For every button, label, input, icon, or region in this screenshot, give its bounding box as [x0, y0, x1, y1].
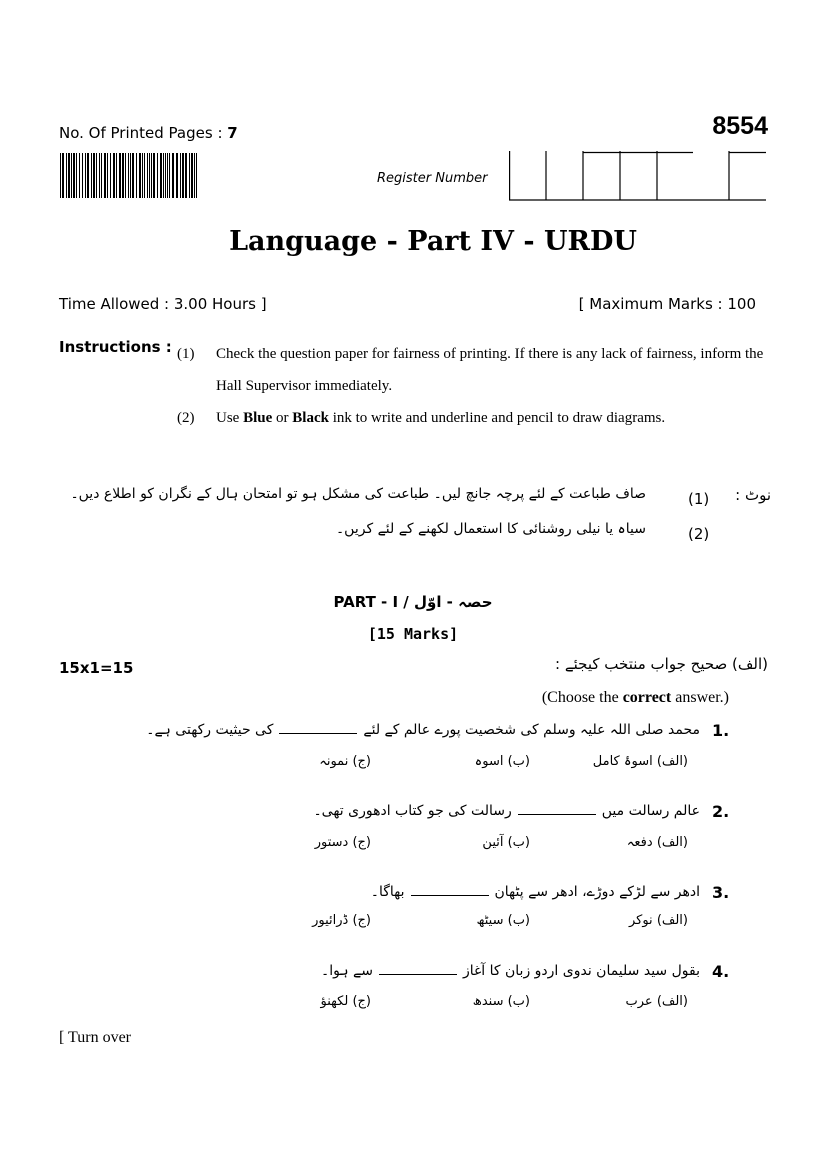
barcode-stripe: [110, 153, 111, 198]
option-a[interactable]: (الف) دفعہ: [626, 835, 688, 850]
barcode-stripe: [113, 153, 115, 198]
choose-text: answer.): [671, 689, 729, 706]
question-number: 3.: [712, 883, 730, 902]
barcode-stripe: [172, 153, 174, 198]
urdu-note-label: نوٹ :: [735, 486, 771, 504]
barcode-stripe: [160, 153, 162, 198]
barcode-stripe: [196, 153, 197, 198]
question-text-part: محمد صلی اللہ علیہ وسلم کی شخصیت پورے عالم کے لئے: [363, 722, 700, 738]
part-title: PART - I / حصہ - اوّل: [333, 593, 493, 611]
barcode-stripe: [149, 153, 150, 198]
choose-instruction-urdu: (الف) صحیح جواب منتخب کیجئے :: [555, 655, 768, 673]
barcode-stripe: [136, 153, 137, 198]
maximum-marks: [ Maximum Marks : 100: [578, 295, 756, 313]
barcode-stripe: [119, 153, 121, 198]
question-text-part: سے ہوا۔: [321, 963, 373, 979]
instruction-text-part: ink to write and underline and pencil to draw diagrams.: [328, 410, 666, 426]
marks-formula: 15x1=15: [59, 659, 134, 677]
question-text-part: کی حیثیت رکھتی ہے۔: [146, 722, 274, 738]
barcode-stripe: [142, 153, 143, 198]
question-text-part: بقول سید سلیمان ندوی اردو زبان کا آغاز: [462, 963, 700, 979]
instruction-black: Black: [292, 410, 329, 426]
turn-over: [ Turn over: [59, 1029, 132, 1046]
option-a[interactable]: (الف) نوکر: [628, 913, 688, 928]
barcode-stripe: [189, 153, 190, 198]
barcode-stripe: [87, 153, 89, 198]
option-b[interactable]: (ب) اسوہ: [474, 754, 530, 769]
barcode-stripe: [122, 153, 124, 198]
question-number: 2.: [712, 802, 730, 821]
question-number: 1.: [712, 721, 730, 740]
barcode-stripe: [163, 153, 164, 198]
barcode-stripe: [82, 153, 83, 198]
barcode-stripe: [99, 153, 100, 198]
option-a[interactable]: (الف) اسوۂ کامل: [592, 754, 688, 769]
barcode-stripe: [167, 153, 168, 198]
instruction-blue: Blue: [243, 410, 273, 426]
barcode-stripe: [66, 153, 67, 198]
answer-blank: [411, 883, 489, 896]
instruction-number: (2): [177, 410, 195, 426]
question-text-part: عالم رسالت میں: [601, 803, 700, 819]
question-text-part: رسالت کی جو کتاب ادھوری تھی۔: [313, 803, 512, 819]
barcode-stripe: [125, 153, 126, 198]
option-c[interactable]: (ج) ڈرائیور: [312, 913, 371, 928]
barcode-stripe: [107, 153, 108, 198]
barcode-stripe: [176, 153, 178, 198]
barcode-stripe: [194, 153, 195, 198]
choose-text: (Choose the: [541, 689, 623, 706]
question-text: [321, 962, 700, 979]
urdu-note-number: (1): [688, 490, 710, 508]
question-text-part: ادھر سے لڑکے دوڑے، ادھر سے پٹھان: [494, 884, 700, 900]
option-a[interactable]: (الف) عرب: [625, 994, 688, 1009]
question-number: 4.: [712, 962, 730, 981]
printed-pages-value: 7: [227, 124, 238, 142]
barcode-stripe: [79, 153, 80, 198]
question-text: [146, 721, 700, 738]
barcode-stripe: [93, 153, 95, 198]
option-b[interactable]: (ب) سیٹھ: [476, 913, 530, 928]
barcode-stripe: [153, 153, 155, 198]
barcode-stripe: [132, 153, 134, 198]
barcode-stripe: [180, 153, 181, 198]
instruction-number: (1): [177, 346, 195, 362]
barcode-stripe: [85, 153, 86, 198]
barcode-stripe: [144, 153, 145, 198]
printed-pages: [59, 124, 238, 142]
question-text-part: بھاگا۔: [370, 884, 405, 900]
barcode-stripe: [101, 153, 102, 198]
urdu-note-number: (2): [688, 525, 710, 543]
barcode-stripe: [169, 153, 170, 198]
register-number-boxes[interactable]: [509, 151, 766, 201]
page-title: Language - Part IV - URDU: [229, 226, 637, 257]
question-text: [371, 883, 700, 900]
barcode-stripe: [60, 153, 61, 198]
option-c[interactable]: (ج) نمونہ: [319, 754, 371, 769]
answer-blank: [518, 802, 596, 815]
barcode-stripe: [71, 153, 72, 198]
option-c[interactable]: (ج) لکھنؤ: [320, 994, 371, 1009]
choose-instruction-english: [542, 689, 729, 707]
barcode-stripe: [185, 153, 187, 198]
barcode-stripe: [76, 153, 77, 198]
barcode-stripe: [104, 153, 106, 198]
barcode-stripe: [147, 153, 148, 198]
barcode-stripe: [128, 153, 129, 198]
instructions-label: Instructions :: [59, 338, 172, 356]
instruction-text: Check the question paper for fairness of printing. If there is any lack of fairness, inform the Hall Supervisor immediately.: [216, 346, 764, 394]
barcode-stripe: [157, 153, 158, 198]
instruction-text-part: Use: [216, 410, 244, 426]
barcode-stripe: [73, 153, 75, 198]
barcode-stripe: [139, 153, 141, 198]
part-marks: [15 Marks]: [367, 625, 459, 643]
option-c[interactable]: (ج) دستور: [314, 835, 371, 850]
option-b[interactable]: (ب) سندھ: [472, 994, 530, 1009]
answer-blank: [279, 721, 357, 734]
instruction-or: or: [272, 410, 293, 426]
barcode-stripe: [151, 153, 152, 198]
register-number-label: Register Number: [377, 171, 488, 186]
barcode-stripe: [165, 153, 166, 198]
option-b[interactable]: (ب) آئین: [482, 835, 530, 850]
paper-code: 8554: [712, 112, 768, 140]
barcode: [60, 153, 197, 198]
barcode-stripe: [116, 153, 117, 198]
barcode-stripe: [130, 153, 131, 198]
choose-text-bold: correct: [622, 689, 672, 706]
answer-blank: [379, 962, 457, 975]
instruction-text: [216, 402, 776, 434]
barcode-stripe: [91, 153, 92, 198]
question-text: [313, 802, 700, 819]
urdu-note-text: صاف طباعت کے لئے پرچہ جانچ لیں۔ طباعت کی مشکل ہو تو امتحان ہال کے نگران کو اطلاع دیں۔: [70, 486, 646, 502]
time-allowed: Time Allowed : 3.00 Hours ]: [59, 295, 267, 313]
urdu-note-text: سیاہ یا نیلی روشنائی کا استعمال لکھنے کے لئے کریں۔: [335, 521, 646, 537]
printed-pages-label: No. Of Printed Pages :: [59, 124, 228, 142]
barcode-stripe: [182, 153, 184, 198]
barcode-stripe: [68, 153, 70, 198]
barcode-stripe: [96, 153, 97, 198]
barcode-stripe: [62, 153, 64, 198]
barcode-stripe: [191, 153, 193, 198]
